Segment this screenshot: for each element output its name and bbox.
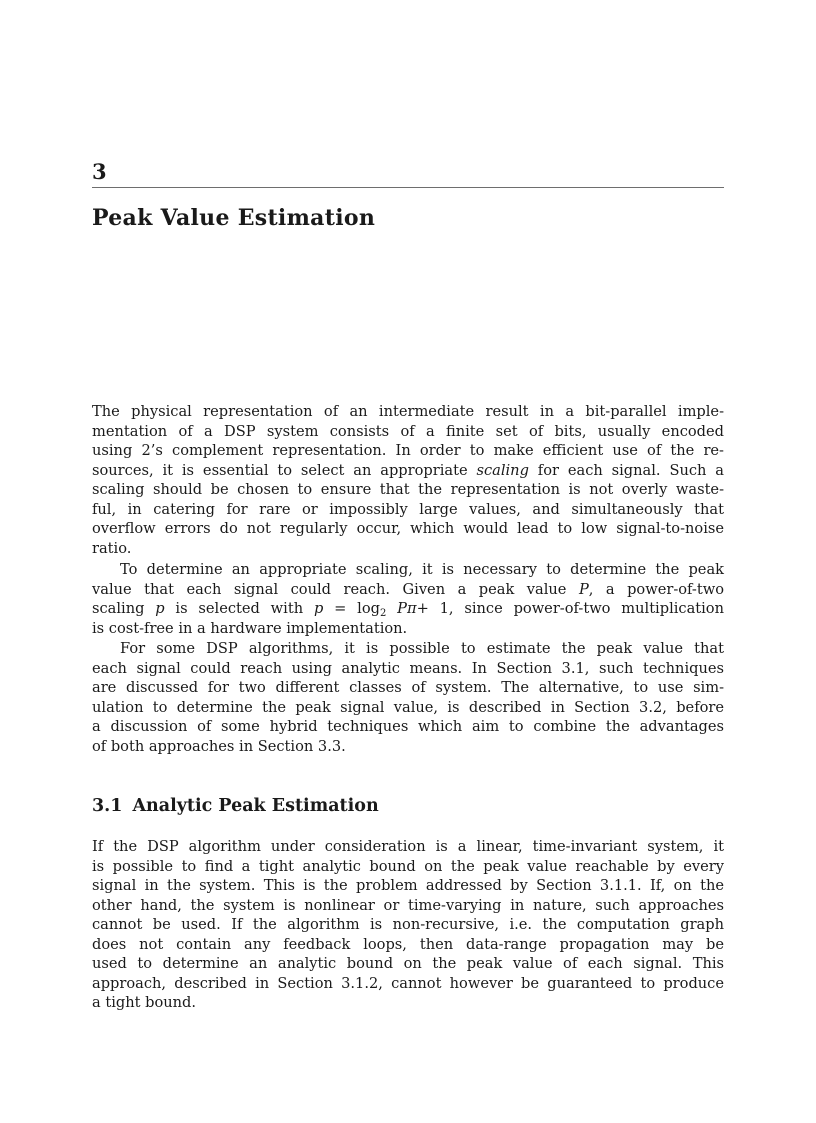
text-line: a discussion of some hybrid techniques which aim to combine the advantages <box>92 718 724 735</box>
text-line: overflow errors do not regularly occur, which would lead to low signal-to-noise <box>92 520 724 537</box>
text-line: other hand, the system is nonlinear or time-varying in nature, such approaches <box>92 896 724 914</box>
chapter-title: Peak Value Estimation <box>92 205 376 231</box>
text-line: To determine an appropriate scaling, it is necessary to determine the peak <box>120 561 724 578</box>
text-fragment: is selected with <box>164 600 314 617</box>
emphasis-scaling: scaling <box>476 461 529 479</box>
text-line: is possible to find a tight analytic bound on the peak value reachable by every <box>92 857 724 875</box>
math-variable: p <box>155 600 165 617</box>
text-line: is cost-free in a hardware implementation. <box>92 619 408 637</box>
text-line: used to determine an analytic bound on the peak value of each signal. This <box>92 955 724 972</box>
section-number: 3.1 <box>92 796 123 816</box>
math-symbol: π <box>406 600 417 617</box>
text-line: approach, described in Section 3.1.2, cannot however be guaranteed to produce <box>92 974 724 992</box>
text-line <box>92 461 724 481</box>
text-line: signal in the system. This is the problem addressed by Section 3.1.1. If, on the <box>92 877 724 894</box>
text-line: does not contain any feedback loops, then data-range propagation may be <box>92 935 724 953</box>
text-line: The physical representation of an intermediate result in a bit-parallel imple- <box>92 403 724 420</box>
text-line: each signal could reach using analytic means. In Section 3.1, such techniques <box>92 659 724 677</box>
math-subscript: 2 <box>379 608 387 619</box>
text-fragment: scaling <box>92 600 156 617</box>
intro-paragraph-1 <box>92 402 724 558</box>
text-line: For some DSP algorithms, it is possible to estimate the peak value that <box>120 640 724 657</box>
section-3-1-paragraph <box>92 837 724 1013</box>
intro-paragraph-2 <box>92 560 724 638</box>
math-variable: P <box>578 580 589 598</box>
text-line: cannot be used. If the algorithm is non-recursive, i.e. the computation graph <box>92 916 724 933</box>
math-variable: p <box>313 600 324 617</box>
text-fragment: + 1, since power-of-two multiplication <box>416 600 724 617</box>
section-heading-3-1 <box>92 794 379 818</box>
text-line: ulation to determine the peak signal value, is described in Section 3.2, before <box>92 698 724 716</box>
text-line: mentation of a DSP system consists of a finite set of bits, usually encoded <box>92 422 724 440</box>
text-line: of both approaches in Section 3.3. <box>92 737 346 755</box>
text-line: using 2’s complement representation. In order to make efficient use of the re- <box>92 442 724 459</box>
text-line: are discussed for two different classes of system. The alternative, to use sim- <box>92 679 724 696</box>
text-line: a tight bound. <box>92 994 197 1011</box>
chapter-number: 3 <box>92 159 107 184</box>
text-fragment: , a power-of-two <box>588 580 724 598</box>
math-operator: = log <box>323 600 380 617</box>
text-fragment: value that each signal could reach. Given a peak value <box>92 580 579 598</box>
chapter-rule <box>92 187 724 188</box>
intro-paragraph-3 <box>92 639 724 756</box>
text-fragment: for each signal. Such a <box>528 461 724 479</box>
section-title: Analytic Peak Estimation <box>132 796 379 816</box>
text-line: If the DSP algorithm under consideration is a linear, time-invariant system, it <box>92 838 724 855</box>
math-variable: P <box>386 600 407 617</box>
text-line: ratio. <box>92 539 132 557</box>
text-line <box>92 599 724 619</box>
text-line <box>92 580 724 600</box>
text-line: scaling should be chosen to ensure that the representation is not overly waste- <box>92 481 724 498</box>
text-fragment: sources, it is essential to select an appropriate <box>92 461 477 479</box>
text-line: ful, in catering for rare or impossibly large values, and simultaneously that <box>92 500 724 518</box>
